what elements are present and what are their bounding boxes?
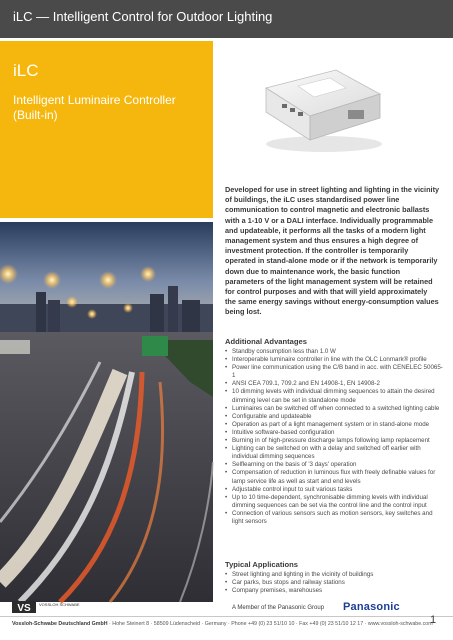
list-item: • Up to 10 time-dependent, synchronisable dimming levels with individual dimming sequences can be set via the control line and the control input [225,494,443,510]
svg-text:VS: VS [17,603,31,614]
intro-paragraph: Developed for use in street lighting and lighting in the vicinity of buildings, the iLC uses standardised power line communication to control magnetic and electronic ballasts with a 1-10 V or a DALI interface. Individually programmable and updateable, it performs all the tasks of a modern light management system and thus ensures a high degree of investment protection. If the controller is temporarily operated in stand-alone mode or if the network is temporarily down due to maintenance work, the basic function parameters of the light management system will be retained for control purposes and with that will yield approximately the same energy savings without energy-consumption values being lost. [225,185,440,317]
list-item: • Company premises, warehouses [225,587,443,595]
list-item: • Adjustable control input to suit various tasks [225,486,443,494]
list-item: • Standby consumption less than 1.0 W [225,348,443,356]
panasonic-logo: Panasonic [343,601,400,613]
list-item: • Power line communication using the C/B band in acc. with CENELEC 50065-1 [225,364,443,380]
product-title-panel [0,41,213,218]
list-item: • Street lighting and lighting in the vicinity of buildings [225,571,443,579]
list-item: • Selflearning on the basis of '3 days' operation [225,461,443,469]
footer-address [12,621,433,627]
product-subtitle: Intelligent Luminaire Controller (Built-in) [13,93,176,122]
advantages-title: Additional Advantages [225,337,307,346]
footer-divider [0,616,453,617]
page-header-title: iLC — Intelligent Control for Outdoor Lighting [13,9,273,24]
list-item: • Lighting can be switched on with a delay and switched off earlier with individual dimming sequences [225,445,443,461]
advantages-list [225,348,443,526]
page-number: 1 [430,614,437,626]
list-item: • Burning in of high-pressure discharge lamps following lamp replacement [225,437,443,445]
applications-title: Typical Applications [225,560,298,569]
applications-list [225,571,443,595]
header-bar [0,0,453,38]
product-name: iLC [13,61,39,80]
list-item: • Connection of various sensors such as motion sensors, key switches and light sensors [225,510,443,526]
list-item: • Interoperable luminaire controller in line with the OLC Lonmark® profile [225,356,443,364]
list-item: • Compensation of reduction in luminous flux with freely definable values for lamp service life as well as start and end levels [225,469,443,485]
list-item: • ANSI CEA 709.1, 709.2 and EN 14908-1, EN 14908-2 [225,380,443,388]
list-item: • Car parks, bus stops and railway stations [225,579,443,587]
list-item: • Intuitive software-based configuration [225,429,443,437]
street-lighting-photo [0,222,213,602]
panasonic-group-note: A Member of the Panasonic Group [232,605,325,611]
svg-text:VOSSLOH SCHWABE: VOSSLOH SCHWABE [39,602,80,607]
list-item: • 10 dimming levels with individual dimming sequences to attain the desired dimming level can be set in standalone mode [225,388,443,404]
footer-company: Vossloh-Schwabe Deutschland GmbH [12,621,108,627]
list-item: • Operation as part of a light management system or in stand-alone mode [225,421,443,429]
controller-product-image [258,48,388,156]
list-item: • Luminaires can be switched off when connected to a switched lighting cable [225,405,443,413]
list-item: • Configurable and updateable [225,413,443,421]
footer-contact: · Hohe Steinert 8 · 58509 Lüdenscheid · Germany · Phone +49 (0) 23 51/10 10 · Fax +49 (0) 23 51/10 12 17 · www.vossloh-schwabe.com [109,621,433,627]
vossloh-schwabe-logo [12,599,80,615]
